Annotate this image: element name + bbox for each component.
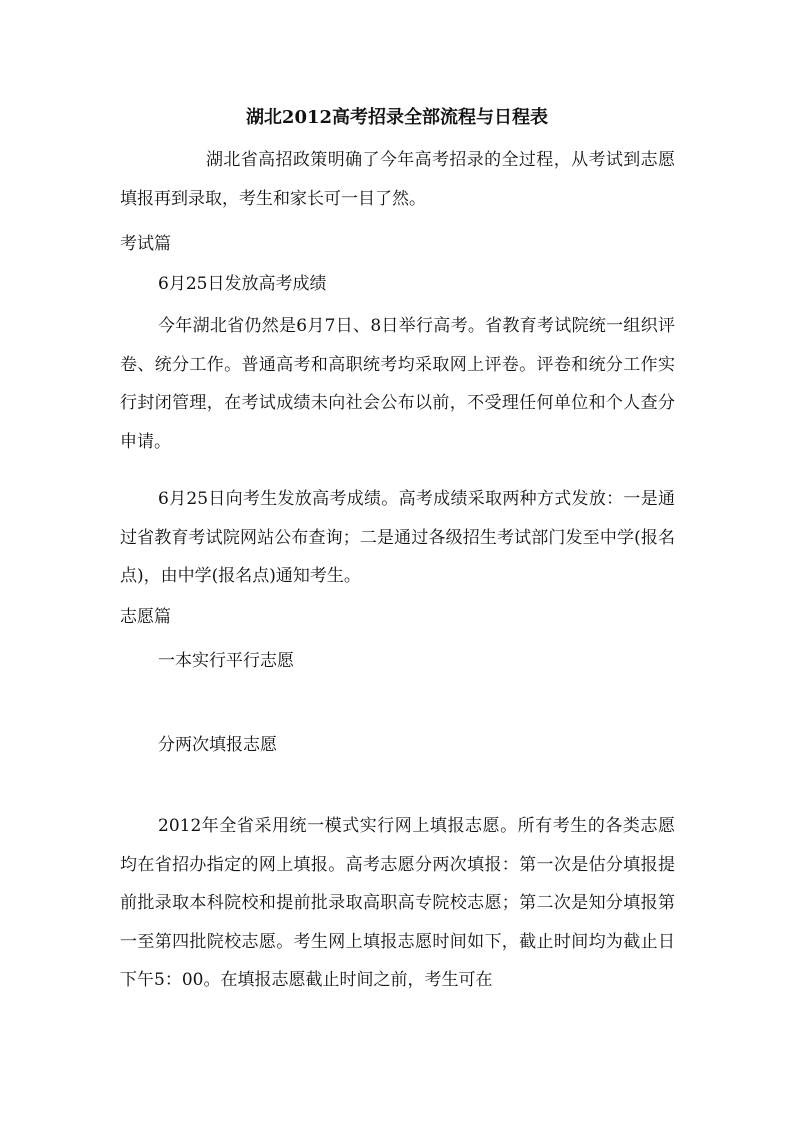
exam-paragraph-1: 今年湖北省仍然是6月7日、8日举行高考。省教育考试院统一组织评卷、统分工作。普通高考和高职统考均采取网上评卷。评卷和统分工作实行封闭管理，在考试成绩未向社会公布以前，不受理任何单位和个人查分申请。: [120, 316, 675, 452]
wish-paragraph-1: 2012年全省采用统一模式实行网上填报志愿。所有考生的各类志愿均在省招办指定的网上填报。高考志愿分两次填报：第一次是估分填报提前批录取本科院校和提前批录取高职高专院校志愿；第二次是知分填报第一至第四批院校志愿。考生网上填报志愿时间如下，截止时间均为截止日下午5：00。在填报志愿截止时间之前，考生可在: [120, 816, 675, 990]
section-heading-exam: 考试篇: [120, 234, 171, 254]
wish-subheading-2: 分两次填报志愿: [158, 735, 277, 755]
section-heading-wish: 志愿篇: [120, 607, 171, 627]
exam-subheading: 6月25日发放高考成绩: [158, 274, 327, 294]
intro-paragraph: 湖北省高招政策明确了今年高考招录的全过程，从考试到志愿填报再到录取，考生和家长可一目了然。: [120, 150, 675, 209]
wish-subheading-1: 一本实行平行志愿: [158, 651, 294, 671]
exam-paragraph-2: 6月25日向考生发放高考成绩。高考成绩采取两种方式发放：一是通过省教育考试院网站公布查询；二是通过各级招生考试部门发至中学(报名点)，由中学(报名点)通知考生。: [120, 489, 675, 586]
document-title: 湖北2012高考招录全部流程与日程表: [245, 107, 549, 128]
